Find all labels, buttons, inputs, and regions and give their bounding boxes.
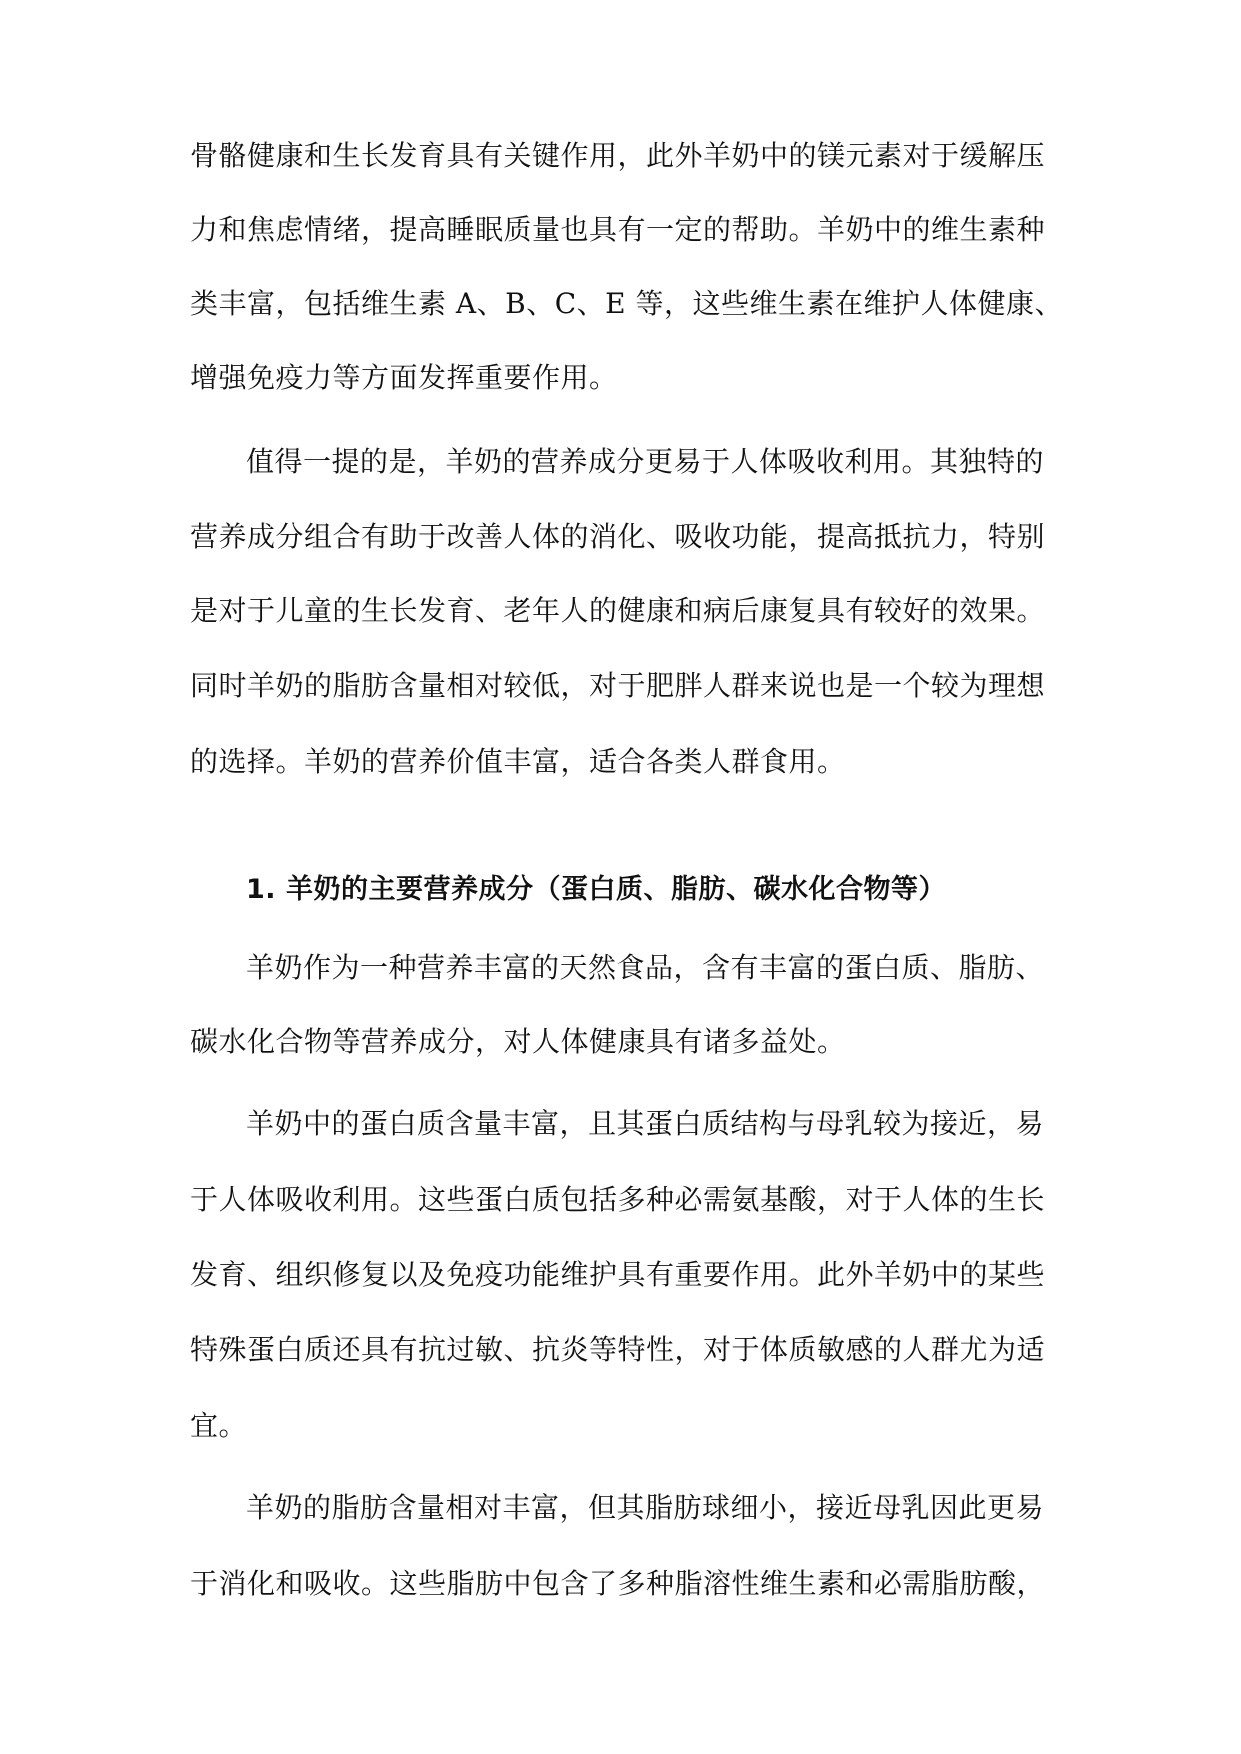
paragraph-line: 羊奶作为一种营养丰富的天然食品，含有丰富的蛋白质、脂肪、: [246, 951, 1045, 984]
paragraph-line: 羊奶中的蛋白质含量丰富，且其蛋白质结构与母乳较为接近，易: [246, 1107, 1045, 1140]
section-heading: 1. 羊奶的主要营养成分（蛋白质、脂肪、碳水化合物等）: [246, 874, 946, 905]
paragraph-line: 的选择。羊奶的营养价值丰富，适合各类人群食用。: [190, 745, 846, 778]
paragraph-line: 营养成分组合有助于改善人体的消化、吸收功能，提高抵抗力，特别: [190, 520, 1046, 553]
paragraph-line: 同时羊奶的脂肪含量相对较低，对于肥胖人群来说也是一个较为理想: [190, 669, 1046, 702]
paragraph-line: 是对于儿童的生长发育、老年人的健康和病后康复具有较好的效果。: [190, 594, 1046, 627]
paragraph-line: 宜。: [190, 1409, 248, 1442]
paragraph-line: 碳水化合物等营养成分，对人体健康具有诸多益处。: [190, 1025, 846, 1058]
paragraph-line: 羊奶的脂肪含量相对丰富，但其脂肪球细小，接近母乳因此更易: [246, 1491, 1045, 1524]
paragraph-line: 增强免疫力等方面发挥重要作用。: [190, 361, 618, 394]
paragraph-line: 于消化和吸收。这些脂肪中包含了多种脂溶性维生素和必需脂肪酸，: [190, 1567, 1046, 1600]
paragraph-line: 特殊蛋白质还具有抗过敏、抗炎等特性，对于体质敏感的人群尤为适: [190, 1333, 1046, 1366]
paragraph-line: 值得一提的是，羊奶的营养成分更易于人体吸收利用。其独特的: [246, 445, 1045, 478]
paragraph-line: 类丰富，包括维生素 A、B、C、E 等，这些维生素在维护人体健康、: [190, 287, 1063, 320]
paragraph-line: 于人体吸收利用。这些蛋白质包括多种必需氨基酸，对于人体的生长: [190, 1183, 1046, 1216]
paragraph-line: 发育、组织修复以及免疫功能维护具有重要作用。此外羊奶中的某些: [190, 1258, 1046, 1291]
paragraph-line: 力和焦虑情绪，提高睡眠质量也具有一定的帮助。羊奶中的维生素种: [190, 213, 1046, 246]
paragraph-line: 骨骼健康和生长发育具有关键作用，此外羊奶中的镁元素对于缓解压: [190, 139, 1046, 172]
